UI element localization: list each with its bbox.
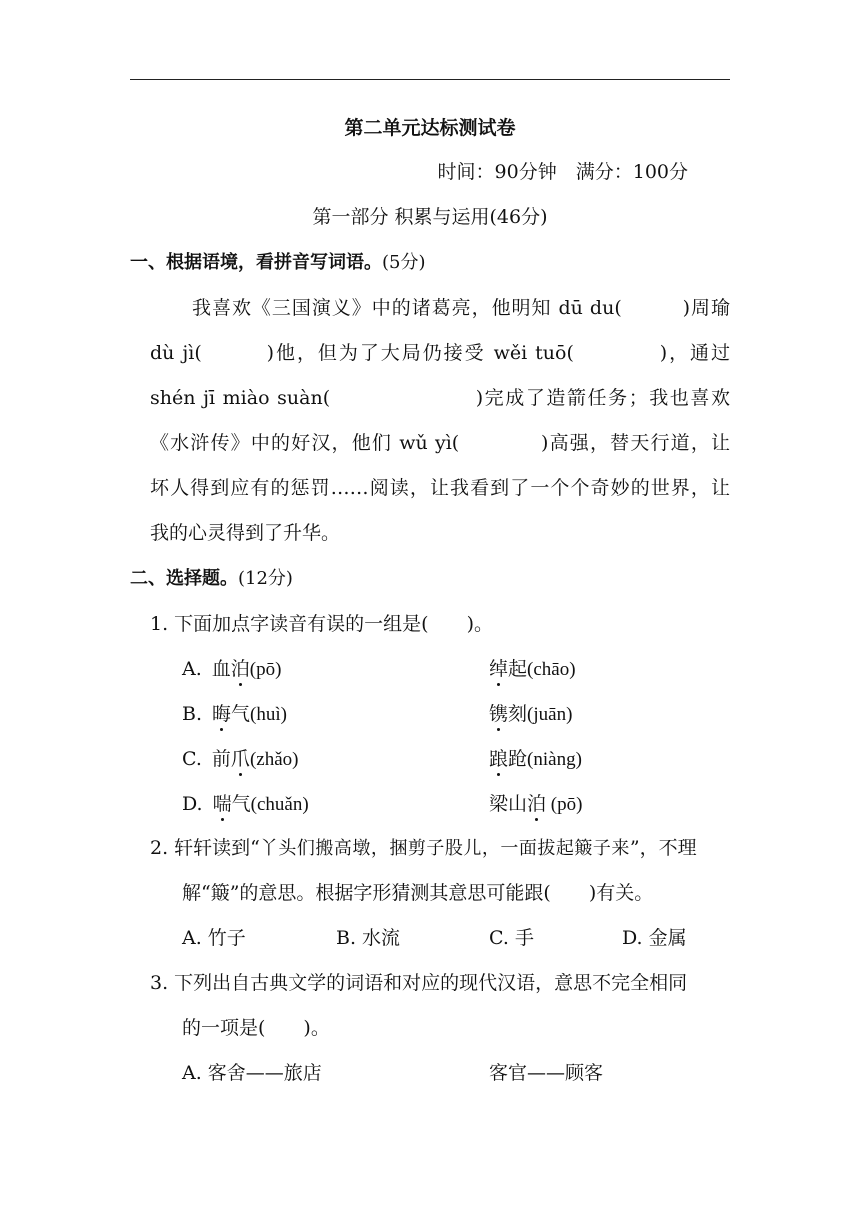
pinyin: (chuǎn) xyxy=(250,794,309,815)
q1-option-left xyxy=(182,657,281,682)
option-label: A. xyxy=(182,658,202,680)
word-char: 起 xyxy=(508,658,528,680)
section-title: 二、选择题。 xyxy=(130,568,238,589)
section-title: 一、根据语境，看拼音写词语。 xyxy=(130,252,382,273)
dotted-char: 晦 xyxy=(212,703,232,725)
option-label: B. xyxy=(182,703,203,725)
q2-option-b: B. 水流 xyxy=(336,927,401,949)
dotted-char: 泊 xyxy=(230,658,250,680)
question-3-stem-line2: 的一项是( )。 xyxy=(182,1017,330,1039)
q1-option-left xyxy=(182,702,287,727)
section-score: (5分) xyxy=(382,252,426,273)
section-heading-1 xyxy=(130,251,426,275)
pinyin: (juān) xyxy=(527,704,573,725)
dotted-char: 喘 xyxy=(212,793,232,815)
question-3-stem: 3. 下列出自古典文学的词语和对应的现代汉语，意思不完全相同 xyxy=(150,972,688,994)
stem-text: 2. 轩轩读到“ xyxy=(150,837,260,859)
section-score: (12分) xyxy=(238,568,293,589)
dotted-char: 踉 xyxy=(489,748,509,770)
stem-text: ”，不理 xyxy=(629,837,697,859)
word-char: 梁山 xyxy=(489,793,528,815)
q2-option-d: D. 金属 xyxy=(622,927,687,949)
option-label: D. xyxy=(182,793,203,815)
passage-line: 坏人得到应有的惩罚……阅读，让我看到了一个个奇妙的世界，让 xyxy=(150,477,730,499)
passage-line: 我喜欢《三国演义》中的诸葛亮，他明知 dū du( )周瑜 xyxy=(192,297,730,319)
passage-line: 《水浒传》中的好汉，他们 wǔ yì( )高强，替天行道，让 xyxy=(150,432,730,454)
section-heading-2 xyxy=(130,567,293,591)
word-char: 前 xyxy=(211,748,231,770)
word-char: 刻 xyxy=(508,703,528,725)
passage-line: 我的心灵得到了升华。 xyxy=(150,522,341,544)
word-char: 跄 xyxy=(508,748,528,770)
pinyin: (niàng) xyxy=(527,749,582,770)
q2-option-a: A. 竹子 xyxy=(182,927,246,949)
top-rule xyxy=(130,79,730,80)
q1-option-right xyxy=(489,747,582,772)
page-title: 第二单元达标测试卷 xyxy=(344,117,516,139)
quoted-text: 丫头们搬高墩，捆剪子股儿，一面拔起簸子来 xyxy=(259,838,630,859)
dotted-char: 爪 xyxy=(230,748,250,770)
q1-option-right xyxy=(489,702,572,727)
word-char: 血 xyxy=(211,658,231,680)
pinyin: (zhǎo) xyxy=(249,749,299,770)
q1-option-left xyxy=(182,792,309,817)
pinyin: (chāo) xyxy=(527,659,576,680)
word-char: 气 xyxy=(231,793,251,815)
question-2-stem-line2: 解“簸”的意思。根据字形猜测其意思可能跟( )有关。 xyxy=(182,882,654,904)
option-label: C. xyxy=(182,748,202,770)
dotted-char: 绰 xyxy=(489,658,509,680)
q3-option-a-left: A. 客舍——旅店 xyxy=(182,1062,322,1084)
q2-option-c: C. 手 xyxy=(489,927,534,949)
dotted-char: 镌 xyxy=(489,703,509,725)
passage-line: shén jī miào suàn( )完成了造箭任务；我也喜欢 xyxy=(150,387,730,409)
q1-option-left xyxy=(182,747,298,772)
pinyin: (pō) xyxy=(546,794,583,815)
q1-option-right xyxy=(489,657,576,682)
question-1-stem: 1. 下面加点字读音有误的一组是( )。 xyxy=(150,613,493,635)
pinyin: (huì) xyxy=(250,704,287,725)
word-char: 气 xyxy=(231,703,251,725)
dotted-char: 泊 xyxy=(527,793,547,815)
pinyin: (pō) xyxy=(249,659,282,680)
passage-line: dù jì( )他，但为了大局仍接受 wěi tuō( )，通过 xyxy=(150,342,730,364)
exam-meta: 时间：90分钟 满分：100分 xyxy=(437,161,688,183)
q1-option-right xyxy=(489,792,582,817)
question-2-stem xyxy=(150,836,697,861)
part-heading: 第一部分 积累与运用(46分) xyxy=(312,206,548,228)
q3-option-a-right: 客官——顾客 xyxy=(489,1062,604,1084)
